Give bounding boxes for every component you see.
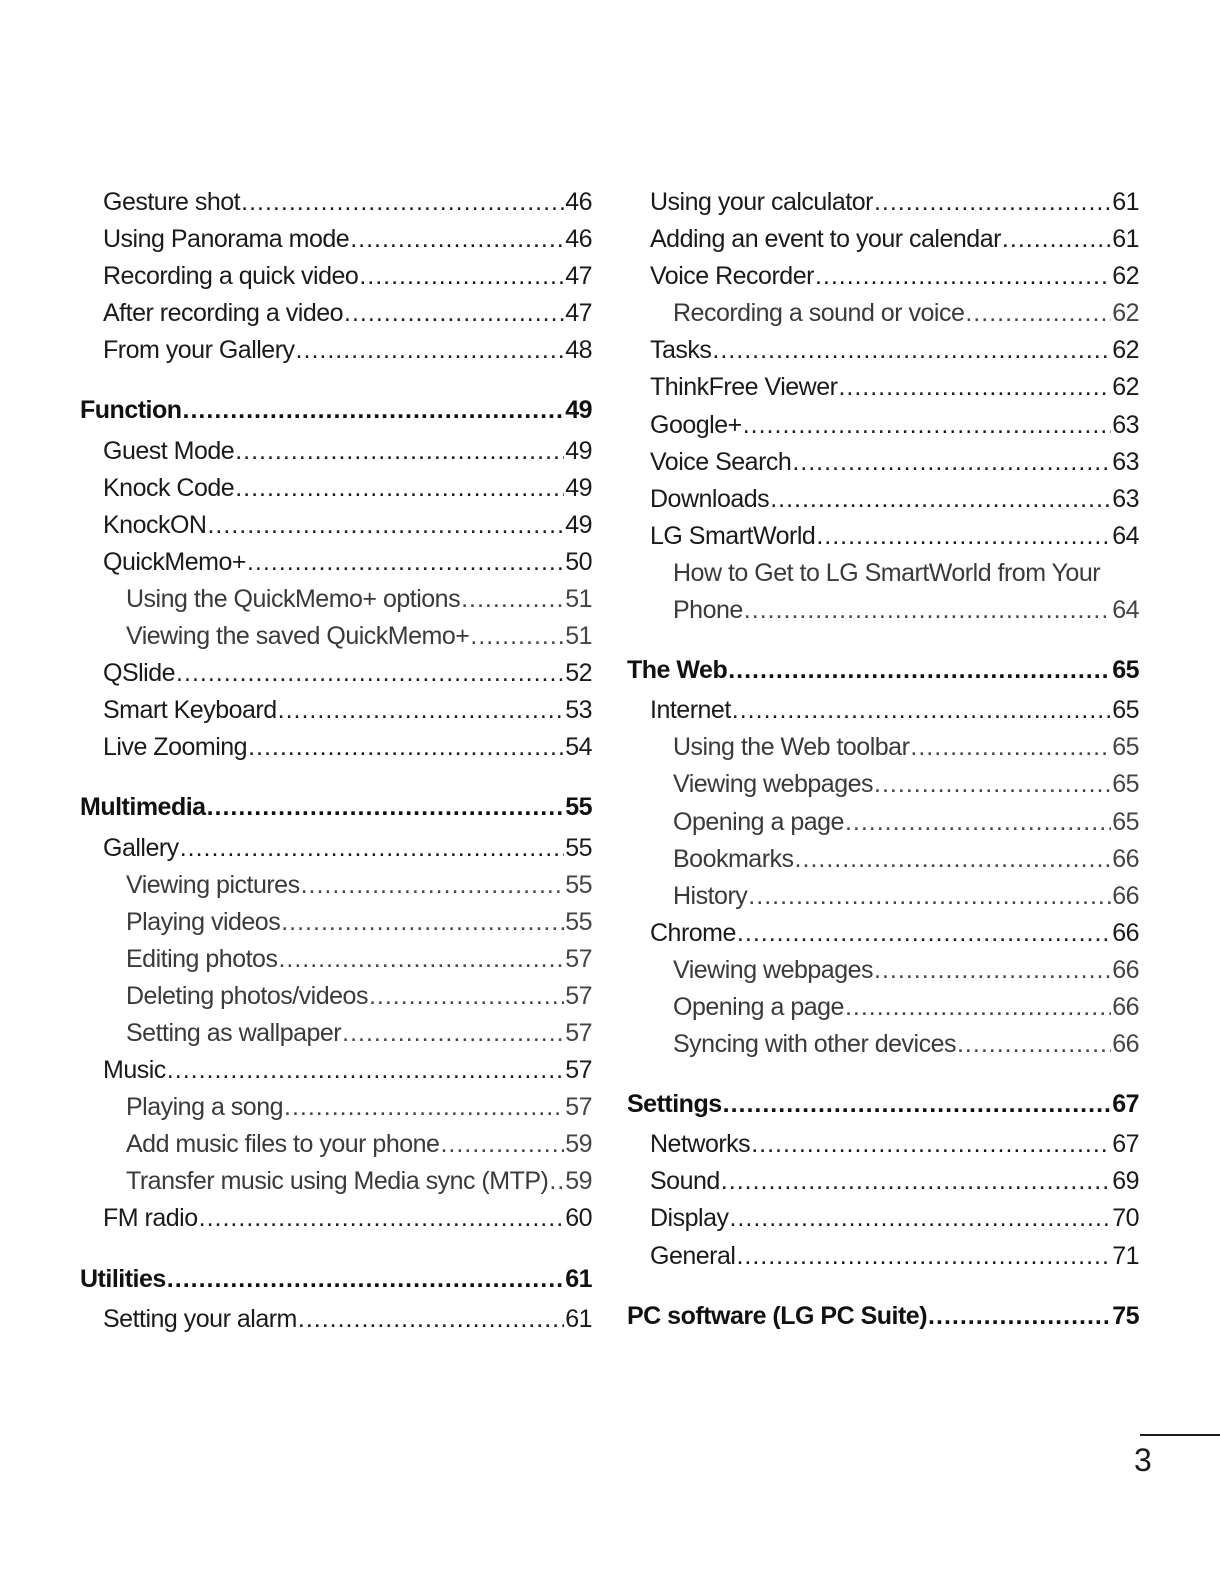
- toc-entry-downloads[interactable]: [627, 481, 1139, 518]
- toc-entry-knock-code[interactable]: [80, 470, 592, 507]
- dot-leader: [298, 1301, 564, 1338]
- dot-leader: [874, 766, 1111, 803]
- toc-entry-label: Viewing the saved QuickMemo+: [126, 622, 470, 651]
- toc-page-number: 57: [565, 981, 592, 1010]
- toc-page-number: 65: [1112, 696, 1139, 725]
- toc-entry-label: Transfer music using Media sync (MTP): [126, 1167, 549, 1196]
- dot-leader: [736, 1238, 1111, 1275]
- toc-entry-label: Function: [80, 396, 182, 425]
- dot-leader: [744, 592, 1111, 629]
- toc-page-number: 66: [1112, 844, 1139, 873]
- dot-leader: [737, 915, 1111, 952]
- toc-entry-label: Add music files to your phone: [126, 1130, 440, 1159]
- dot-leader: [748, 878, 1111, 915]
- toc-page-number: 66: [1112, 955, 1139, 984]
- toc-entry-bookmarks[interactable]: [627, 841, 1139, 878]
- toc-entry-label: Syncing with other devices: [673, 1030, 956, 1059]
- toc-entry-label: Smart Keyboard: [103, 696, 277, 725]
- toc-entry-lg-smartworld[interactable]: [627, 518, 1139, 555]
- toc-page-number: 62: [1112, 262, 1139, 291]
- dot-leader: [247, 544, 564, 581]
- dot-leader: [183, 392, 565, 429]
- toc-page-number: 49: [565, 436, 592, 465]
- dot-leader: [301, 867, 565, 904]
- toc-page-number: 55: [565, 833, 592, 862]
- toc-entry-voice-search[interactable]: [627, 444, 1139, 481]
- toc-page-number: 57: [565, 1018, 592, 1047]
- toc-page-number: 48: [565, 336, 592, 365]
- toc-section-function[interactable]: [80, 392, 592, 429]
- dot-leader: [874, 952, 1111, 989]
- toc-entry-opening-a-page[interactable]: [627, 804, 1139, 841]
- toc-entry-label: Using the Web toolbar: [673, 733, 910, 762]
- toc-entry-deleting-photos-videos[interactable]: [80, 978, 592, 1015]
- dot-leader: [235, 470, 564, 507]
- toc-entry-label: Recording a sound or voice: [673, 299, 965, 328]
- toc-entry-from-your-gallery[interactable]: [80, 332, 592, 369]
- toc-section-utilities[interactable]: [80, 1261, 592, 1298]
- dot-leader: [1002, 221, 1111, 258]
- toc-page-number: 60: [565, 1204, 592, 1233]
- dot-leader: [732, 692, 1111, 729]
- toc-entry-label: Music: [103, 1056, 166, 1085]
- toc-page-number: 70: [1112, 1204, 1139, 1233]
- toc-page-number: 57: [565, 944, 592, 973]
- toc-entry-label: Recording a quick video: [103, 262, 359, 291]
- toc-page-number: 57: [565, 1093, 592, 1122]
- dot-leader: [167, 1052, 564, 1089]
- toc-entry-guest-mode[interactable]: [80, 433, 592, 470]
- toc-entry-gesture-shot[interactable]: [80, 184, 592, 221]
- toc-entry-voice-recorder[interactable]: [627, 258, 1139, 295]
- toc-entry-internet[interactable]: [627, 692, 1139, 729]
- toc-page-number: 50: [565, 547, 592, 576]
- toc-entry-label: Chrome: [650, 918, 736, 947]
- toc-entry-label: Deleting photos/videos: [126, 981, 368, 1010]
- toc-entry-label: History: [673, 881, 748, 910]
- toc-entry-setting-your-alarm[interactable]: [80, 1301, 592, 1338]
- toc-entry-viewing-pictures[interactable]: [80, 867, 592, 904]
- toc-entry-viewing-webpages[interactable]: [627, 766, 1139, 803]
- toc-entry-label: Downloads: [650, 484, 770, 513]
- dot-leader: [296, 332, 565, 369]
- dot-leader: [743, 407, 1111, 444]
- dot-leader: [928, 1298, 1111, 1335]
- toc-page-number: 63: [1112, 447, 1139, 476]
- toc-page-number: 69: [1112, 1167, 1139, 1196]
- dot-leader: [369, 978, 564, 1015]
- toc-entry-label: From your Gallery: [103, 336, 295, 365]
- toc-page-number: 59: [565, 1167, 592, 1196]
- toc-entry-label: ThinkFree Viewer: [650, 373, 838, 402]
- toc-entry-history[interactable]: [627, 878, 1139, 915]
- toc-entry-label: Voice Search: [650, 447, 792, 476]
- toc-entry-label: Networks: [650, 1130, 751, 1159]
- dot-leader: [910, 729, 1111, 766]
- toc-entry-label: General: [650, 1241, 736, 1270]
- dot-leader: [845, 804, 1111, 841]
- toc-entry-label: Voice Recorder: [650, 262, 814, 291]
- toc-page-number: 61: [1112, 188, 1139, 216]
- toc-page-number: 65: [1112, 807, 1139, 836]
- toc-entry-after-recording-a-video[interactable]: [80, 295, 592, 332]
- toc-entry-viewing-the-saved-quickmemo[interactable]: [80, 618, 592, 655]
- toc-entry-using-panorama-mode[interactable]: [80, 221, 592, 258]
- dot-leader: [207, 507, 564, 544]
- toc-entry-recording-a-quick-video[interactable]: [80, 258, 592, 295]
- toc-entry-label: Bookmarks: [673, 844, 794, 873]
- toc-page-number: 66: [1112, 918, 1139, 947]
- dot-leader: [795, 841, 1112, 878]
- toc-right-column: [627, 184, 1139, 1335]
- toc-entry-label: Setting your alarm: [103, 1304, 297, 1333]
- toc-entry-networks[interactable]: [627, 1126, 1139, 1163]
- dot-leader: [342, 1015, 564, 1052]
- dot-leader: [838, 369, 1111, 406]
- toc-entry-general[interactable]: [627, 1238, 1139, 1275]
- dot-leader: [874, 184, 1111, 221]
- toc-entry-adding-an-event-to-your-calendar[interactable]: [627, 221, 1139, 258]
- toc-page-number: 49: [565, 396, 592, 425]
- toc-page-number: 63: [1112, 410, 1139, 439]
- dot-leader: [792, 444, 1111, 481]
- toc-entry-viewing-webpages[interactable]: [627, 952, 1139, 989]
- dot-leader: [816, 518, 1111, 555]
- toc-entry-label: Gallery: [103, 833, 179, 862]
- dot-leader: [284, 1089, 564, 1126]
- toc-page-number: 65: [1112, 733, 1139, 762]
- toc-entry-editing-photos[interactable]: [80, 941, 592, 978]
- toc-page-number: 55: [565, 870, 592, 899]
- toc-entry-label: Opening a page: [673, 807, 844, 836]
- dot-leader: [461, 581, 564, 618]
- toc-page-number: 49: [565, 473, 592, 502]
- toc-entry-label: Phone: [673, 596, 743, 625]
- dot-leader: [180, 830, 565, 867]
- toc-page-number: 49: [565, 510, 592, 539]
- toc-section-multimedia[interactable]: [80, 789, 592, 826]
- toc-page-number: 66: [1112, 992, 1139, 1021]
- dot-leader: [721, 1163, 1111, 1200]
- toc-entry-live-zooming[interactable]: [80, 729, 592, 766]
- toc-entry-fm-radio[interactable]: [80, 1200, 592, 1237]
- toc-entry-music[interactable]: [80, 1052, 592, 1089]
- dot-leader: [281, 904, 564, 941]
- dot-leader: [176, 655, 564, 692]
- dot-leader: [815, 258, 1111, 295]
- toc-entry-phone[interactable]: [627, 592, 1139, 629]
- toc-page-number: 61: [1112, 225, 1139, 254]
- toc-page-number: 66: [1112, 1030, 1139, 1059]
- dot-leader: [549, 1163, 564, 1200]
- toc-entry-label: QuickMemo+: [103, 547, 246, 576]
- toc-entry-label: Setting as wallpaper: [126, 1018, 342, 1047]
- toc-entry-how-to-get-to-lg-smartworld-from-your[interactable]: How to Get to LG SmartWorld from Your: [673, 558, 1101, 587]
- toc-entry-using-the-quickmemo-options[interactable]: [80, 581, 592, 618]
- dot-leader: [957, 1026, 1111, 1063]
- toc-page-number: 55: [565, 907, 592, 936]
- toc-entry-thinkfree-viewer[interactable]: [627, 369, 1139, 406]
- dot-leader: [470, 618, 564, 655]
- toc-entry-using-your-calculator[interactable]: [627, 184, 1139, 221]
- toc-entry-label: Playing videos: [126, 907, 281, 936]
- toc-entry-label: Viewing webpages: [673, 955, 874, 984]
- toc-entry-using-the-web-toolbar[interactable]: [627, 729, 1139, 766]
- toc-page-number: 71: [1112, 1241, 1139, 1270]
- toc-section-the-web[interactable]: [627, 652, 1139, 689]
- toc-page-number: 46: [565, 225, 592, 254]
- toc-entry-label: QSlide: [103, 659, 176, 688]
- toc-entry-label: Opening a page: [673, 992, 844, 1021]
- toc-entry-label: LG SmartWorld: [650, 521, 816, 550]
- toc-entry-label: Viewing pictures: [126, 870, 300, 899]
- toc-page-number: 59: [565, 1130, 592, 1159]
- toc-entry-label: Sound: [650, 1167, 720, 1196]
- dot-leader: [770, 481, 1111, 518]
- toc-entry-label: Utilities: [80, 1264, 166, 1293]
- toc-entry-label: Using Panorama mode: [103, 225, 350, 254]
- dot-leader: [723, 1086, 1112, 1123]
- toc-page-number: 47: [565, 262, 592, 291]
- toc-entry-gallery[interactable]: [80, 830, 592, 867]
- dot-leader: [248, 729, 564, 766]
- toc-entry-recording-a-sound-or-voice[interactable]: [627, 295, 1139, 332]
- toc-entry-label: Tasks: [650, 336, 712, 365]
- dot-leader: [235, 433, 564, 470]
- dot-leader: [845, 989, 1111, 1026]
- toc-entry-label: FM radio: [103, 1204, 198, 1233]
- toc-page-number: 54: [565, 733, 592, 762]
- toc-page-number: 65: [1112, 656, 1139, 685]
- toc-page-number: 52: [565, 659, 592, 688]
- toc-entry-label: After recording a video: [103, 299, 344, 328]
- toc-entry-label: Using the QuickMemo+ options: [126, 584, 461, 613]
- toc-entry-setting-as-wallpaper[interactable]: [80, 1015, 592, 1052]
- dot-leader: [167, 1261, 564, 1298]
- page-number: 3: [1134, 1442, 1152, 1478]
- toc-entry-playing-videos[interactable]: [80, 904, 592, 941]
- toc-entry-label: Internet: [650, 696, 731, 725]
- toc-page-number: 55: [565, 793, 592, 822]
- toc-section-settings[interactable]: [627, 1086, 1139, 1123]
- toc-page-number: 64: [1112, 596, 1139, 625]
- toc-entry-label: Live Zooming: [103, 733, 248, 762]
- dot-leader: [359, 258, 564, 295]
- dot-leader: [241, 184, 564, 221]
- toc-entry-label: Adding an event to your calendar: [650, 225, 1001, 254]
- dot-leader: [751, 1126, 1111, 1163]
- toc-entry-label: Google+: [650, 410, 742, 439]
- toc-page-number: 61: [565, 1304, 592, 1333]
- toc-page-number: 57: [565, 1056, 592, 1085]
- footer-rule: [1140, 1434, 1220, 1436]
- dot-leader: [440, 1126, 564, 1163]
- dot-leader: [207, 789, 565, 826]
- toc-entry-chrome[interactable]: [627, 915, 1139, 952]
- dot-leader: [199, 1200, 565, 1237]
- toc-entry-label: Guest Mode: [103, 436, 235, 465]
- toc-page-number: 75: [1112, 1301, 1139, 1330]
- toc-entry-label: KnockON: [103, 510, 207, 539]
- toc-entry-label: Multimedia: [80, 793, 206, 822]
- dot-leader: [728, 652, 1111, 689]
- toc-page-number: 65: [1112, 770, 1139, 799]
- toc-entry-quickmemo[interactable]: [80, 544, 592, 581]
- toc-entry-display[interactable]: [627, 1200, 1139, 1237]
- dot-leader: [344, 295, 564, 332]
- dot-leader: [965, 295, 1111, 332]
- toc-entry-transfer-music-using-media-sync-mtp[interactable]: [80, 1163, 592, 1200]
- toc-entry-playing-a-song[interactable]: [80, 1089, 592, 1126]
- toc-entry-label: Gesture shot: [103, 188, 241, 216]
- toc-entry-label: PC software (LG PC Suite): [627, 1301, 928, 1330]
- toc-entry-label: Knock Code: [103, 473, 235, 502]
- toc-entry-label: The Web: [627, 656, 728, 685]
- toc-page-number: 67: [1112, 1090, 1139, 1119]
- toc-page-number: 53: [565, 696, 592, 725]
- toc-page-number: 64: [1112, 521, 1139, 550]
- toc-page-number: 47: [565, 299, 592, 328]
- toc-entry-label: Editing photos: [126, 944, 278, 973]
- toc-entry-opening-a-page[interactable]: [627, 989, 1139, 1026]
- toc-entry-label: Using your calculator: [650, 188, 873, 216]
- toc-entry-syncing-with-other-devices[interactable]: [627, 1026, 1139, 1063]
- toc-entry-label: Viewing webpages: [673, 770, 874, 799]
- toc-entry-sound[interactable]: [627, 1163, 1139, 1200]
- toc-page-number: 46: [565, 188, 592, 216]
- toc-page-number: 66: [1112, 881, 1139, 910]
- toc-entry-google[interactable]: [627, 407, 1139, 444]
- toc-entry-smart-keyboard[interactable]: [80, 692, 592, 729]
- toc-page-number: 67: [1112, 1130, 1139, 1159]
- toc-page-number: 62: [1112, 373, 1139, 402]
- dot-leader: [729, 1200, 1111, 1237]
- toc-page-number: 62: [1112, 336, 1139, 365]
- toc-page-number: 51: [565, 584, 592, 613]
- dot-leader: [278, 692, 565, 729]
- toc-left-column: [80, 184, 592, 1338]
- toc-page-number: 62: [1112, 299, 1139, 328]
- toc-entry-knockon[interactable]: [80, 507, 592, 544]
- dot-leader: [278, 941, 564, 978]
- toc-entry-tasks[interactable]: [627, 332, 1139, 369]
- toc-entry-label: Playing a song: [126, 1093, 284, 1122]
- toc-entry-add-music-files-to-your-phone[interactable]: [80, 1126, 592, 1163]
- toc-page-number: 51: [565, 622, 592, 651]
- toc-entry-label: Settings: [627, 1090, 722, 1119]
- dot-leader: [712, 332, 1111, 369]
- toc-entry-qslide[interactable]: [80, 655, 592, 692]
- dot-leader: [350, 221, 564, 258]
- toc-page-number: 63: [1112, 484, 1139, 513]
- toc-page-number: 61: [565, 1264, 592, 1293]
- toc-entry-label: Display: [650, 1204, 729, 1233]
- toc-section-pc-software-lg-pc-suite[interactable]: [627, 1298, 1139, 1335]
